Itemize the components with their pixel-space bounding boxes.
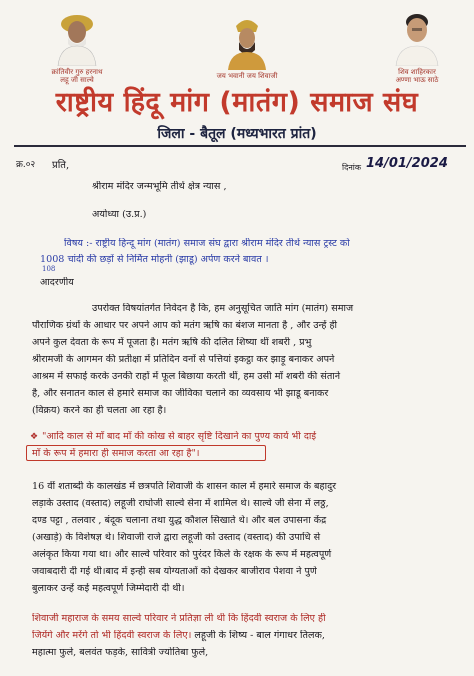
para2-line: लड़ाके उस्ताद (वस्ताद) लहूजी राघोजी साल्वे सेना में शामिल थे। साल्वे जी सेना में लठ्ठ, xyxy=(32,498,329,509)
organization-subtitle: जिला - बैतूल (मध्यभारत प्रांत) xyxy=(157,126,317,142)
quote-bullet-icon: ❖ xyxy=(30,432,39,442)
portrait-shivaji xyxy=(222,12,272,70)
recipient-line2: अयोध्या (उ.प्र.) xyxy=(92,209,147,220)
para1-line: (विक्रय) करने का ही चलता आ रहा है। xyxy=(32,405,167,416)
organization-title: राष्ट्रीय हिंदू मांग (मातंग) समाज संघ xyxy=(55,87,419,118)
portrait-1-caption-line2: लहू जी साल्वे xyxy=(60,76,94,84)
reference-number: क्र.०२ xyxy=(16,160,36,170)
subject-line2: 1008 चांदी की छड़ों से निर्मित मोहनी (झाडू) अर्पण करने बावत । xyxy=(40,254,269,265)
portrait-3-caption-line1: शिव शाहिरकार xyxy=(398,68,436,76)
quote-line2: माँ के रूप में हमारा ही समाज करता आ रहा है"। xyxy=(32,448,200,459)
header-divider xyxy=(14,145,466,147)
portrait-1-caption-line1: क्रांतिवीर गुरु हरनाथ xyxy=(51,68,103,76)
para3-line2-emphasis: जियेंगे और मरेंगे तो भी हिंदवी स्वराज के लिए। xyxy=(32,630,192,641)
date-value: 14/01/2024 xyxy=(366,156,448,171)
subject-handwritten-note: 108 xyxy=(42,265,56,273)
para1-line: आश्रम में सफाई करके उनकी राहों में फूल बिछाया करती थीं, हम उसी माँ शबरी की संताने xyxy=(32,371,341,382)
portrait-annabhau-sathe xyxy=(392,8,442,66)
para2-line: दण्ड पट्टा , तलवार , बंदूक चलाना तथा युद्ध कौशल सिखाते थे। और बल उपासना केंद्र xyxy=(32,515,327,526)
portrait-2-image xyxy=(222,12,272,70)
para2-line: (अखाड़े) के विशेषज्ञ थे। शिवाजी राजे द्वारा लहूजी को उस्ताद (वस्ताद) की उपाधि से xyxy=(32,532,321,543)
para1-line: है, और सनातन काल से हमारे समाज का जीविका चलाने का व्यवसाय भी झाडू बनाकर xyxy=(32,388,329,399)
para3-line3: महात्मा फुले, बलवंत फड़के, सावित्री ज्योतिबा फुले, xyxy=(32,647,209,658)
portrait-3-image xyxy=(392,8,442,66)
quote-line1: "आदि काल से माँ बाद माँ की कोख से बाहर सृष्टि दिखाने का पुण्य कार्य भी दाई xyxy=(42,431,317,442)
para3-line1: शिवाजी महाराज के समय साल्वे परिवार ने प्रतिज्ञा ली थी कि हिंदवी स्वराज के लिए ही xyxy=(32,613,326,624)
portrait-2-caption xyxy=(210,72,284,80)
para2-line: जवाबदारी दी गई थी।बाद में इन्ही सब योग्यताओं को देखकर बाजीराव पेशवा ने पुणे xyxy=(32,566,317,577)
portrait-3-caption-line2: अण्णा भाऊ साठे xyxy=(395,76,439,84)
para1-line: उपरोक्त विषयांतर्गत निवेदन है कि, हम अनुसूचित जाति मांग (मातंग) समाज xyxy=(92,303,354,314)
para1-line: अपने कुल देवता के रूप में पूजता है। मतंग ऋषि की दलित शिष्या थीं शबरी , प्रभु xyxy=(32,337,312,348)
para2-line: 16 वीं शताब्दी के कालखंड में छत्रपति शिवाजी के शासन काल में हमारे समाज के बहादुर xyxy=(32,481,337,492)
portrait-2-caption-line1: जय भवानी जय शिवाजी xyxy=(216,72,278,80)
para1-line: श्रीरामजी के आगमन की प्रतीक्षा में प्रतिदिन वनों से पत्तियां इकट्ठा कर झाड़ू बनाकर अपने xyxy=(32,354,335,365)
recipient-line1: श्रीराम मंदिर जन्मभूमि तीर्थ क्षेत्र न्यास , xyxy=(92,181,227,192)
prati-label: प्रति, xyxy=(52,160,70,171)
para3-line2 xyxy=(32,630,462,642)
portrait-lahuji-salve xyxy=(52,8,102,66)
para2-line: अलंकृत किया गया था। और साल्वे परिवार को पुरंदर किले के रक्षक के रूप में महत्वपूर्ण xyxy=(32,549,332,560)
para1-line: पौराणिक ग्रंथों के आधार पर अपने आप को मतंग ऋषि का बंशज मानता है , और उन्हें ही xyxy=(32,320,338,331)
para3-line2-text: लहूजी के शिष्य - बाल गंगाधर तिलक, xyxy=(191,630,325,641)
subject-line1: विषय :- राष्ट्रीय हिन्दू मांग (मातंग) समाज संघ द्वारा श्रीराम मंदिर तीर्थ न्यास ट्रस्ट को xyxy=(64,238,350,249)
date-label: दिनांक xyxy=(342,163,361,172)
para2-line: बुलाकर उन्हें कई महत्वपूर्ण जिम्मेदारी दी थी। xyxy=(32,583,185,594)
quote-highlight-box xyxy=(26,445,266,461)
salutation: आदरणीय xyxy=(40,277,74,288)
portrait-1-image xyxy=(52,8,102,66)
